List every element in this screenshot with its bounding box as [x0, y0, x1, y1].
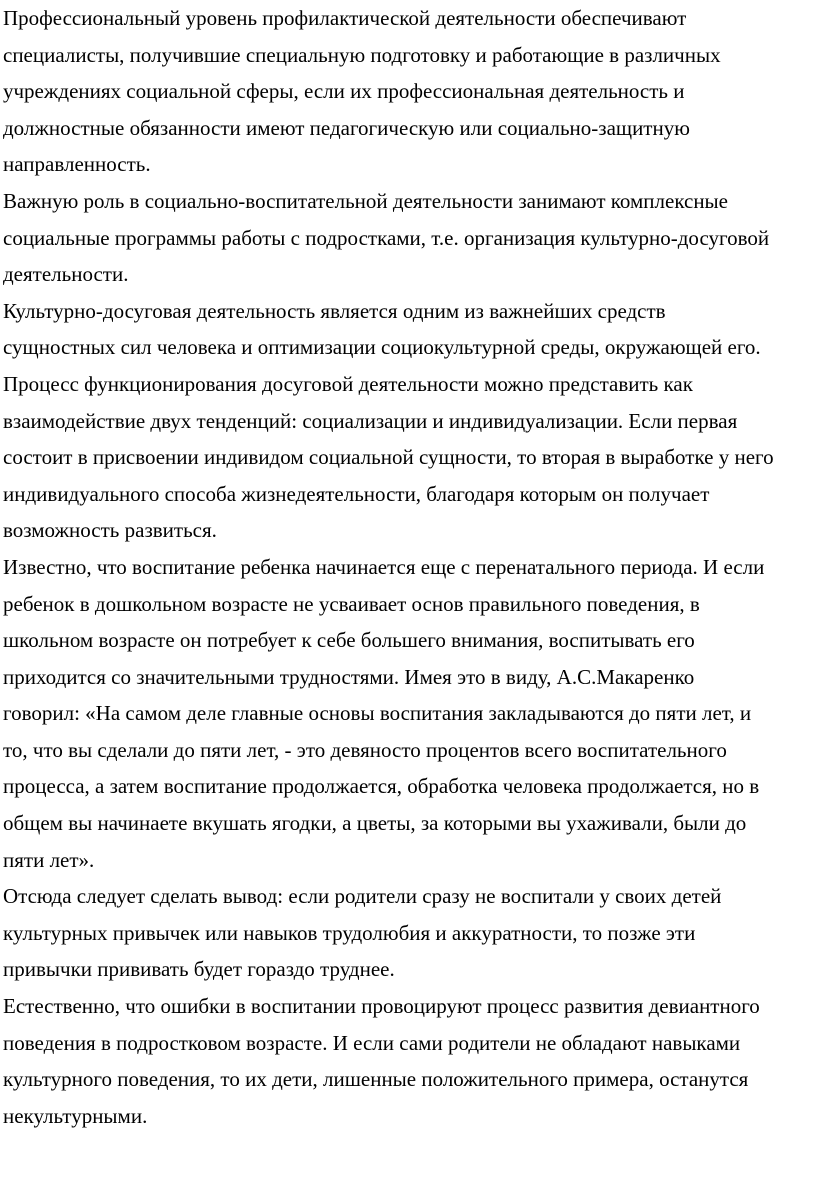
text-line: учреждениях социальной сферы, если их профессиональная деятельность и — [3, 79, 685, 104]
text-line: школьном возрасте он потребует к себе большего внимания, воспитывать его — [3, 628, 695, 653]
text-line: Отсюда следует сделать вывод: если родители сразу не воспитали у своих детей — [3, 884, 722, 909]
paragraph-upbringing-makarenko — [3, 549, 811, 878]
paragraph-prevention-specialists — [3, 0, 811, 183]
text-line: Профессиональный уровень профилактической деятельности обеспечивают — [3, 6, 687, 30]
text-line: поведения в подростковом возрасте. И если сами родители не обладают навыками — [3, 1030, 741, 1055]
text-line: культурного поведения, то их дети, лишенные положительного примера, останутся — [3, 1067, 749, 1092]
text-line: ребенок в дошкольном возрасте не усваивает основ правильного поведения, в — [3, 591, 700, 616]
text-line: процесса, а затем воспитание продолжается, обработка человека продолжается, но в — [3, 774, 760, 799]
text-line: общем вы начинаете вкушать ягодки, а цветы, за которыми вы ухаживали, были до — [3, 811, 747, 836]
text-line: приходится со значительными трудностями. Имея это в виду, А.С.Макаренко — [3, 664, 695, 689]
document-page — [3, 0, 811, 1134]
paragraph-conclusion — [3, 878, 811, 988]
text-line: Естественно, что ошибки в воспитании провоцируют процесс развития девиантного — [3, 994, 760, 1019]
text-line: социальные программы работы с подростками, т.е. организация культурно-досуговой — [3, 225, 770, 250]
paragraph-deviant-behavior — [3, 988, 811, 1134]
text-line: направленность. — [3, 152, 151, 177]
text-line: говорил: «На самом деле главные основы воспитания закладываются до пяти лет, и — [3, 701, 752, 726]
text-line: культурных привычек или навыков трудолюбия и аккуратности, то позже эти — [3, 920, 696, 945]
text-line: деятельности. — [3, 262, 129, 287]
text-line: Важную роль в социально-воспитательной деятельности занимают комплексные — [3, 188, 728, 213]
text-line: Процесс функционирования досуговой деятельности можно представить как — [3, 371, 693, 396]
paragraph-leisure-activity — [3, 293, 811, 549]
text-line: состоит в присвоении индивидом социальной сущности, то вторая в выработке у него — [3, 445, 774, 470]
text-line: взаимодействие двух тенденций: социализации и индивидуализации. Если первая — [3, 408, 738, 433]
text-line: должностные обязанности имеют педагогическую или социально-защитную — [3, 115, 690, 140]
text-line: сущностных сил человека и оптимизации социокультурной среды, окружающей его. — [3, 335, 761, 360]
text-line: Известно, что воспитание ребенка начинается еще с перенатального периода. И если — [3, 554, 765, 579]
text-line: некультурными. — [3, 1103, 148, 1128]
text-line: пяти лет». — [3, 847, 95, 872]
text-line: возможность развиться. — [3, 518, 217, 543]
text-line: индивидуального способа жизнедеятельности, благодаря которым он получает — [3, 481, 710, 506]
text-line: то, что вы сделали до пяти лет, - это девяносто процентов всего воспитательного — [3, 737, 727, 762]
text-line: специалисты, получившие специальную подготовку и работающие в различных — [3, 42, 721, 67]
text-line: привычки прививать будет гораздо труднее. — [3, 957, 395, 982]
paragraph-social-programs — [3, 183, 811, 293]
text-line: Культурно-досуговая деятельность является одним из важнейших средств — [3, 298, 666, 323]
